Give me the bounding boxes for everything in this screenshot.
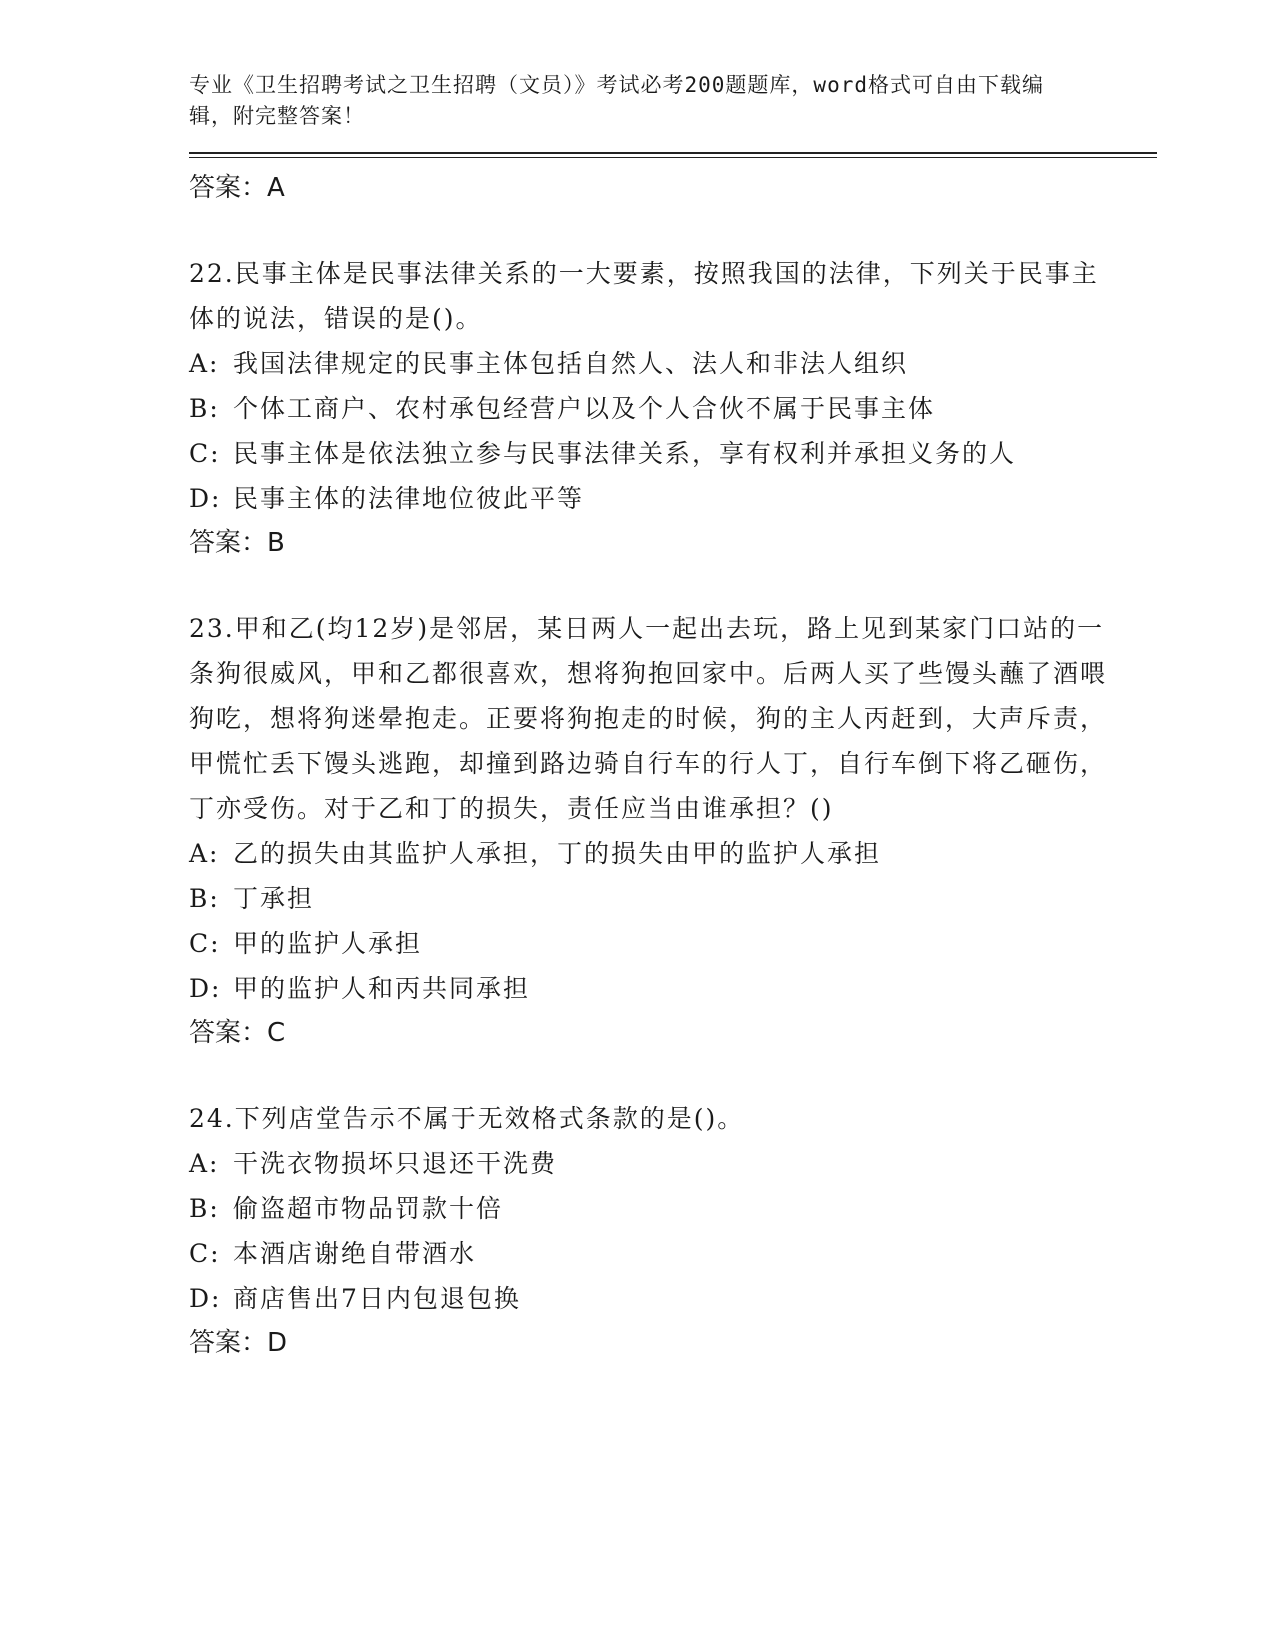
option-key: C: <box>189 1239 221 1268</box>
option-d <box>189 476 1109 521</box>
option-key: B: <box>189 884 220 913</box>
option-key: A: <box>189 349 220 378</box>
option-key: D: <box>189 974 222 1003</box>
option-b <box>189 876 1109 921</box>
document-page <box>189 70 1109 1366</box>
option-b <box>189 1186 1109 1231</box>
option-a <box>189 1141 1109 1186</box>
option-key: D: <box>189 484 222 513</box>
option-c <box>189 1231 1109 1276</box>
option-d <box>189 1276 1109 1321</box>
header-rule <box>189 152 1157 158</box>
question-text: 23.甲和乙(均12岁)是邻居，某日两人一起出去玩，路上见到某家门口站的一条狗很威风，甲和乙都很喜欢，想将狗抱回家中。后两人买了些馒头蘸了酒喂狗吃，想将狗迷晕抱走。正要将狗抱走的时候，狗的主人丙赶到，大声斥责，甲慌忙丢下馒头逃跑，却撞到路边骑自行车的行人丁，自行车倒下将乙砸伤，丁亦受伤。对于乙和丁的损失，责任应当由谁承担？() <box>189 614 1108 823</box>
option-a <box>189 341 1109 386</box>
option-key: A: <box>189 839 220 868</box>
question-23 <box>189 606 1109 1056</box>
option-text: 商店售出7日内包退包换 <box>233 1284 521 1313</box>
option-text: 甲的监护人承担 <box>233 929 423 958</box>
option-c <box>189 431 1109 476</box>
question-22 <box>189 251 1109 566</box>
option-text: 本酒店谢绝自带酒水 <box>233 1239 477 1268</box>
option-text: 我国法律规定的民事主体包括自然人、法人和非法人组织 <box>233 349 909 378</box>
option-key: C: <box>189 439 221 468</box>
option-key: C: <box>189 929 221 958</box>
question-text: 22.民事主体是民事法律关系的一大要素，按照我国的法律，下列关于民事主体的说法，错误的是()。 <box>189 259 1099 333</box>
question-text: 24.下列店堂告示不属于无效格式条款的是()。 <box>189 1104 745 1133</box>
document-header: 专业《卫生招聘考试之卫生招聘（文员）》考试必考200题题库，word格式可自由下载编辑，附完整答案！ <box>189 73 1044 128</box>
option-key: D: <box>189 1284 222 1313</box>
option-d <box>189 966 1109 1011</box>
option-c <box>189 921 1109 966</box>
option-text: 甲的监护人和丙共同承担 <box>233 974 531 1003</box>
option-b <box>189 386 1109 431</box>
option-text: 偷盗超市物品罚款十倍 <box>233 1194 504 1223</box>
option-key: B: <box>189 1194 220 1223</box>
answer: 答案：D <box>189 1328 288 1358</box>
answer: 答案：B <box>189 528 285 558</box>
answer: 答案：C <box>189 1018 286 1048</box>
prev-answer: 答案：A <box>189 173 285 203</box>
option-text: 干洗衣物损坏只退还干洗费 <box>233 1149 558 1178</box>
option-text: 个体工商户、农村承包经营户以及个人合伙不属于民事主体 <box>233 394 936 423</box>
option-key: A: <box>189 1149 220 1178</box>
option-text: 乙的损失由其监护人承担，丁的损失由甲的监护人承担 <box>233 839 882 868</box>
option-a <box>189 831 1109 876</box>
option-text: 民事主体的法律地位彼此平等 <box>233 484 585 513</box>
option-key: B: <box>189 394 220 423</box>
question-24 <box>189 1096 1109 1366</box>
option-text: 民事主体是依法独立参与民事法律关系，享有权利并承担义务的人 <box>233 439 1017 468</box>
option-text: 丁承担 <box>233 884 315 913</box>
